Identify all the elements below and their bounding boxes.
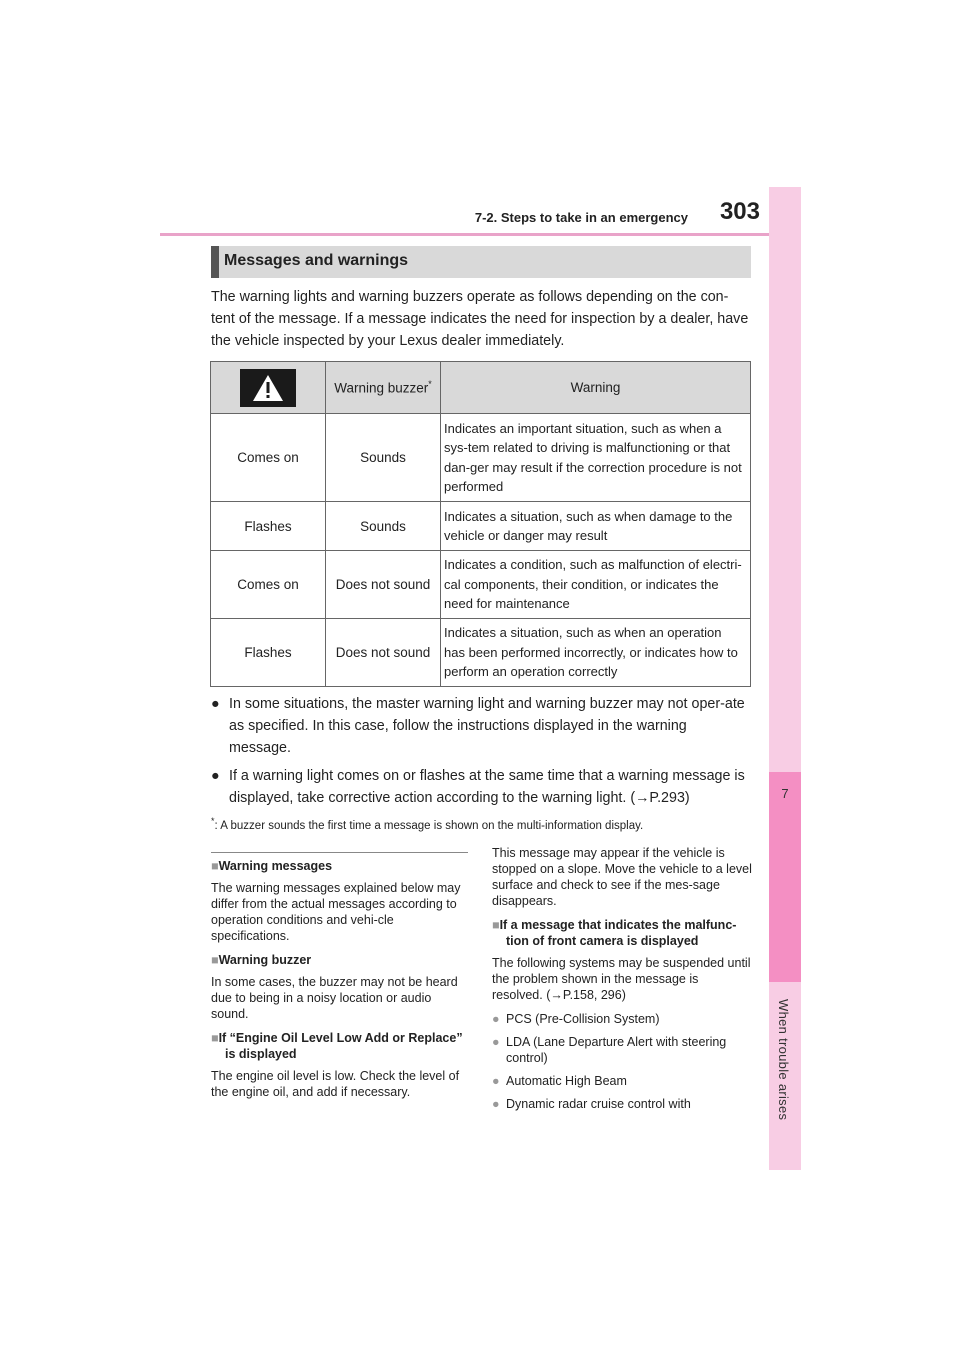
note-body: The following systems may be suspended until the problem shown in the message is resolved. (→P.158, 296): [492, 956, 751, 1002]
note-heading: [211, 1030, 469, 1062]
header-buzzer-label: Warning buzzer: [334, 380, 429, 396]
light-cell: Flashes: [211, 502, 326, 551]
square-bullet-icon: ■: [211, 859, 219, 873]
chapter-number-box: [769, 772, 801, 982]
notes-left-column: [211, 858, 469, 1108]
intro-paragraph: The warning lights and warning buzzers operate as follows depending on the con-tent of the message. If a message indicates the need for inspection by a dealer, have the vehicle inspected by your Lexus dealer immediately.: [211, 289, 749, 349]
footnote-text: : A buzzer sounds the first time a message is shown on the multi-information display.: [214, 819, 644, 832]
buzzer-cell: Does not sound: [326, 551, 441, 619]
note-heading: [211, 952, 469, 968]
warning-cell: Indicates an important situation, such as when a sys-tem related to driving is malfunctioning or that dan-ger may result if the correction procedure is not performed: [441, 414, 751, 502]
bullet-text: If a warning light comes on or flashes at the same time that a warning message is displayed, take corrective action according to the warning light. (→P.293): [229, 768, 745, 806]
buzzer-cell: Does not sound: [326, 619, 441, 687]
note-body: The engine oil level is low. Check the level of the engine oil, and add if necessary.: [211, 1069, 460, 1099]
bullet-item: [211, 693, 751, 759]
list-item: [492, 1073, 752, 1089]
chapter-label: When trouble arises: [776, 999, 791, 1121]
notes-right-column: [492, 845, 752, 1119]
chapter-heading: 7-2. Steps to take in an emergency: [474, 210, 688, 225]
table-row: [211, 619, 751, 687]
note-title: If “Engine Oil Level Low Add or Replace” is displayed: [218, 1031, 463, 1061]
note-heading: [211, 858, 469, 874]
section-accent: [211, 246, 219, 278]
warning-cell: Indicates a situation, such as when an operation has been performed incorrectly, or indicates how to perform an operation correctly: [441, 619, 751, 687]
section-title: Messages and warnings: [224, 252, 409, 269]
column-divider: [211, 852, 468, 853]
note-title: Warning messages: [218, 859, 333, 873]
page-number: 303: [719, 198, 760, 225]
note-body: In some cases, the buzzer may not be heard due to being in a noisy location or audio sound.: [211, 975, 458, 1021]
list-item-text: LDA (Lane Departure Alert with steering control): [506, 1035, 727, 1065]
warning-cell: Indicates a situation, such as when damage to the vehicle or danger may result: [441, 502, 751, 551]
table-header-row: [211, 362, 751, 414]
buzzer-cell: Sounds: [326, 414, 441, 502]
footnote-mark: *: [428, 379, 432, 390]
circle-bullet-icon: ●: [492, 1074, 500, 1088]
note-body: The warning messages explained below may differ from the actual messages according to operation conditions and vehi-cle specifications.: [211, 881, 461, 943]
footnote: [211, 816, 751, 832]
light-cell: Flashes: [211, 619, 326, 687]
note-title: Warning buzzer: [218, 953, 312, 967]
chapter-side-tab: [769, 187, 801, 1170]
list-item: [492, 1096, 752, 1112]
light-cell: Comes on: [211, 551, 326, 619]
section-title-bar: [211, 246, 751, 278]
buzzer-cell: Sounds: [326, 502, 441, 551]
bullet-dot-icon: ●: [211, 768, 220, 784]
table-header-buzzer: [326, 362, 441, 414]
chapter-number: 7: [781, 786, 789, 801]
table-header-warning: Warning: [441, 362, 751, 414]
warning-triangle-icon: [240, 369, 296, 407]
note-heading: [492, 917, 752, 949]
bullet-item: [211, 765, 751, 809]
circle-bullet-icon: ●: [492, 1012, 500, 1026]
light-cell: Comes on: [211, 414, 326, 502]
list-item-text: PCS (Pre-Collision System): [506, 1012, 660, 1026]
list-item-text: Automatic High Beam: [506, 1074, 627, 1088]
square-bullet-icon: ■: [492, 918, 500, 932]
list-item-text: Dynamic radar cruise control with: [506, 1097, 691, 1111]
square-bullet-icon: ■: [211, 1031, 219, 1045]
footnote-mark: *: [211, 816, 215, 826]
circle-bullet-icon: ●: [492, 1035, 500, 1049]
bullet-text: In some situations, the master warning light and warning buzzer may not oper-ate as specified. In this case, follow the instructions displayed in the warning message.: [229, 696, 745, 756]
square-bullet-icon: ■: [211, 953, 219, 967]
note-body-continued: This message may appear if the vehicle is stopped on a slope. Move the vehicle to a level surface and check to see if the mes-sage disappears.: [492, 846, 752, 908]
bullet-dot-icon: ●: [211, 696, 220, 712]
table-header-icon-cell: [211, 362, 326, 414]
note-title: If a message that indicates the malfunc-tion of front camera is displayed: [499, 918, 737, 948]
table-row: [211, 414, 751, 502]
circle-bullet-icon: ●: [492, 1097, 500, 1111]
list-item: [492, 1011, 752, 1027]
table-row: [211, 502, 751, 551]
warning-table: [210, 361, 751, 687]
warning-cell: Indicates a condition, such as malfunction of electri-cal components, their condition, or indicates the need for maintenance: [441, 551, 751, 619]
header-rule: [160, 233, 770, 236]
table-row: [211, 551, 751, 619]
list-item: [492, 1034, 752, 1066]
